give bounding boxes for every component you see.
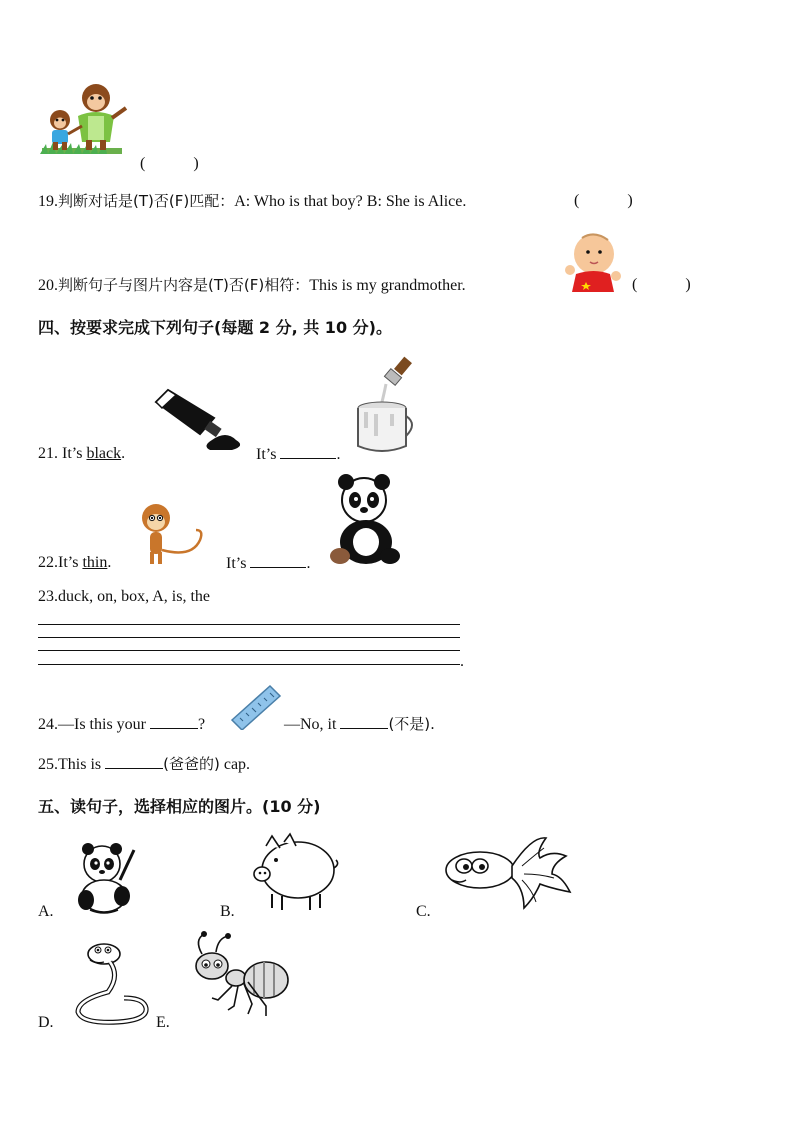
question-19 (38, 191, 466, 212)
question-prompt: 判断句子与图片内容是(T)否(F)相符： (58, 276, 310, 294)
q20-answer-paren[interactable]: ( ) (632, 276, 691, 293)
baby-picture (560, 232, 626, 294)
hint-text: (不是). (388, 715, 435, 733)
writing-line[interactable] (38, 624, 460, 625)
question-number: 20. (38, 277, 58, 294)
question-number: 19. (38, 193, 58, 210)
white-paint-bucket-picture (352, 356, 434, 458)
question-24-answer: —No, it (不是). (284, 715, 435, 733)
question-21: 21. It’s black. (38, 445, 126, 462)
option-d-label[interactable]: D. (38, 1014, 54, 1031)
panda-drawing-icon[interactable] (70, 840, 140, 916)
option-b-label[interactable]: B. (220, 903, 235, 920)
answer-blank[interactable] (105, 754, 163, 769)
ruler-picture (230, 684, 282, 730)
question-number: 24. (38, 716, 58, 733)
sentence-text: This is my grandmother. (309, 277, 466, 294)
writing-line[interactable] (38, 637, 460, 638)
question-number: 23. (38, 588, 58, 605)
question-24: 24.—Is this your ? (38, 716, 206, 733)
line-end-period: . (460, 653, 464, 670)
question-prompt: 判断对话是(T)否(F)匹配： (58, 192, 235, 210)
dialogue-text: A: Who is that boy? B: She is Alice. (234, 193, 467, 210)
black-paint-tube-picture (150, 388, 250, 454)
option-a-label[interactable]: A. (38, 903, 54, 920)
hint-text: (爸爸的) (163, 755, 220, 773)
question-23 (38, 587, 210, 607)
monkeys-picture (38, 82, 130, 164)
thin-monkey-picture (130, 502, 206, 568)
panda-picture (326, 474, 404, 566)
pig-drawing-icon[interactable] (248, 832, 340, 916)
section-5-heading: 五、读句子，选择相应的图片。(10 分) (38, 797, 321, 816)
question-number: 22. (38, 554, 58, 571)
question-number: 21. (38, 445, 58, 462)
answer-blank[interactable] (250, 553, 306, 568)
writing-line[interactable] (38, 650, 460, 651)
section-4-heading: 四、按要求完成下列句子(每题 2 分, 共 10 分)。 (38, 318, 392, 337)
question-22: 22.It’s thin. (38, 554, 112, 571)
underlined-word: black (86, 445, 122, 462)
answer-blank[interactable] (340, 714, 388, 729)
question-25: 25.This is (爸爸的) cap. (38, 755, 251, 773)
underlined-word: thin (82, 554, 108, 571)
goldfish-drawing-icon[interactable] (442, 836, 572, 918)
q19-answer-paren[interactable]: ( ) (574, 192, 633, 209)
option-c-label[interactable]: C. (416, 903, 431, 920)
ant-drawing-icon[interactable] (182, 930, 294, 1026)
question-number: 25. (38, 756, 58, 773)
word-list: duck, on, box, A, is, the (58, 588, 210, 605)
snake-drawing-icon[interactable] (70, 938, 152, 1026)
answer-blank[interactable] (280, 444, 336, 459)
question-20 (38, 275, 466, 296)
writing-line[interactable] (38, 664, 460, 665)
answer-blank[interactable] (150, 714, 198, 729)
question-21-answer: It’s . (256, 446, 341, 463)
option-e-label[interactable]: E. (156, 1014, 170, 1031)
q18-answer-paren[interactable]: ( ) (140, 155, 199, 172)
question-22-answer: It’s . (226, 555, 311, 572)
